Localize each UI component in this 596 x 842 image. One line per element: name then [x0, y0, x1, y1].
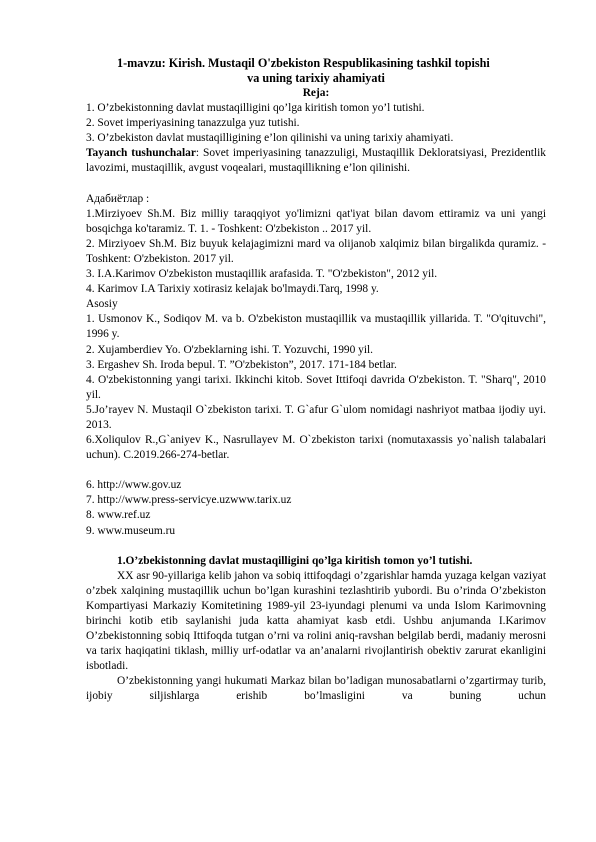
literature-list [86, 207, 546, 298]
web-link[interactable]: 9. www.museum.ru [86, 524, 176, 537]
plan-heading: Reja: [302, 87, 330, 99]
plan-list [86, 101, 546, 146]
title-line-1: 1-mavzu: Kirish. Mustaqil O'zbekiston Respublikasining tashkil topishi [117, 56, 490, 70]
asosiy-item: 6.Xoliqulov R.,G`aniyev K., Nasrullayev M. O`zbekiston tarixi (nomutaxassis yo`nalish talabalari uchun). C.2019.266-274-betlar. [86, 434, 546, 462]
web-link[interactable]: 7. http://www.press-servicye.uzwww.tarix.uz [86, 494, 292, 507]
key-concepts-label: Tayanch tushunchalar [86, 147, 196, 160]
asosiy-item: 4. O'zbekistonning yangi tarixi. Ikkinchi kitob. Sovet Ittifoqi davrida O'zbekiston. T. "Sharq", 2010 yil. [86, 373, 546, 401]
plan-item: 2. Sovet imperiyasining tanazzulga yuz tutishi. [86, 117, 300, 130]
literature-item: 3. I.A.Karimov O'zbekiston mustaqillik arafasida. T. "O'zbekiston", 2012 yil. [86, 268, 438, 281]
literature-item: 2. Mirziyoev Sh.M. Biz buyuk kelajagimizni mard va olijanob xalqimiz bilan birgalikda quramiz. - Toshkent: O'zbekiston. 2017 yil. [86, 237, 546, 265]
web-link[interactable]: 8. www.ref.uz [86, 509, 151, 522]
document-title [86, 56, 546, 86]
key-concepts-text: : Sovet imperiyasining tanazzuligi, Mustaqillik Dekloratsiyasi, Prezidentlik lavozimi, mustaqillik, avgust voqealari, mustaqillikning e’lon qilinishi. [86, 147, 546, 175]
plan-item: 1. O’zbekistonning davlat mustaqilligini qo’lga kiritish tomon yo’l tutishi. [86, 102, 425, 115]
section-1-paragraph-2: O’zbekistonning yangi hukumati Markaz bilan bo’ladigan munosabatlarni o’zgartirmay turib, ijobiy siljishlarga erishib bo’lmasligini va buning uchun [86, 675, 546, 703]
asosiy-item: 2. Xujamberdiev Yo. O'zbeklarning ishi. T. Yozuvchi, 1990 yil. [86, 343, 374, 356]
asosiy-heading: Asosiy [86, 298, 118, 311]
literature-heading: Адабиётлар : [86, 192, 150, 205]
web-links-list [86, 478, 546, 538]
plan-item: 3. O’zbekiston davlat mustaqilligining e’lon qilinishi va uning tarixiy ahamiyati. [86, 132, 454, 145]
key-concepts [86, 146, 546, 176]
section-1-paragraph-1: XX asr 90-yillariga kelib jahon va sobiq ittifoqdagi o’zgarishlar hamda yuzaga kelgan vaziyat o’zbek xalqining mustaqillik uchun bo’lgan kurashini tezlashtirib yubordi. Bu o’rinda O’zbekiston Kompartiyasi Markaziy Komitetining 1989-yil 23-iyundagi plenumi va unda Islom Karimovning birinchi kotib etib saylanishi juda katta ahamiyat kasb etdi. Ushbu anjumanda I.Karimov O’zbekistonning sobiq Ittifoqda tutgan o’rni va rolini aniq-ravshan belgilab berdi, madaniy merosni va tarix haqiqatini tiklash, milliy urf-odatlar va an’analarni rivojlantirish obektiv zarurat ekanligini isbotladi. [86, 569, 546, 673]
literature-item: 1.Mirziyoev Sh.M. Biz milliy taraqqiyot yo'limizni qat'iyat bilan davom ettiramiz va uni yangi bosqichga ko'taramiz. T. 1. - Toshkent: O'zbekiston .. 2017 yil. [86, 207, 546, 235]
asosiy-item: 3. Ergashev Sh. Iroda bepul. T. ”O'zbekiston”, 2017. 171-184 betlar. [86, 358, 397, 371]
asosiy-item: 1. Usmonov K., Sodiqov M. va b. O'zbekiston mustaqillik va mustaqillik yillarida. T. "O'qituvchi", 1996 y. [86, 313, 546, 341]
literature-item: 4. Karimov I.A Tarixiy xotirasiz kelajak bo'lmaydi.Tarq, 1998 y. [86, 283, 379, 296]
asosiy-item: 5.Jo’rayev N. Mustaqil O`zbekiston tarixi. T. G`afur G`ulom nomidagi nashriyot matbaa ijodiy uyi. 2013. [86, 403, 546, 431]
asosiy-list [86, 312, 546, 463]
document-content [86, 56, 546, 705]
web-link[interactable]: 6. http://www.gov.uz [86, 479, 182, 492]
section-1-title: 1.O’zbekistonning davlat mustaqilligini qo’lga kiritish tomon yo’l tutishi. [117, 554, 473, 567]
title-line-2: va uning tarixiy ahamiyati [247, 71, 385, 85]
